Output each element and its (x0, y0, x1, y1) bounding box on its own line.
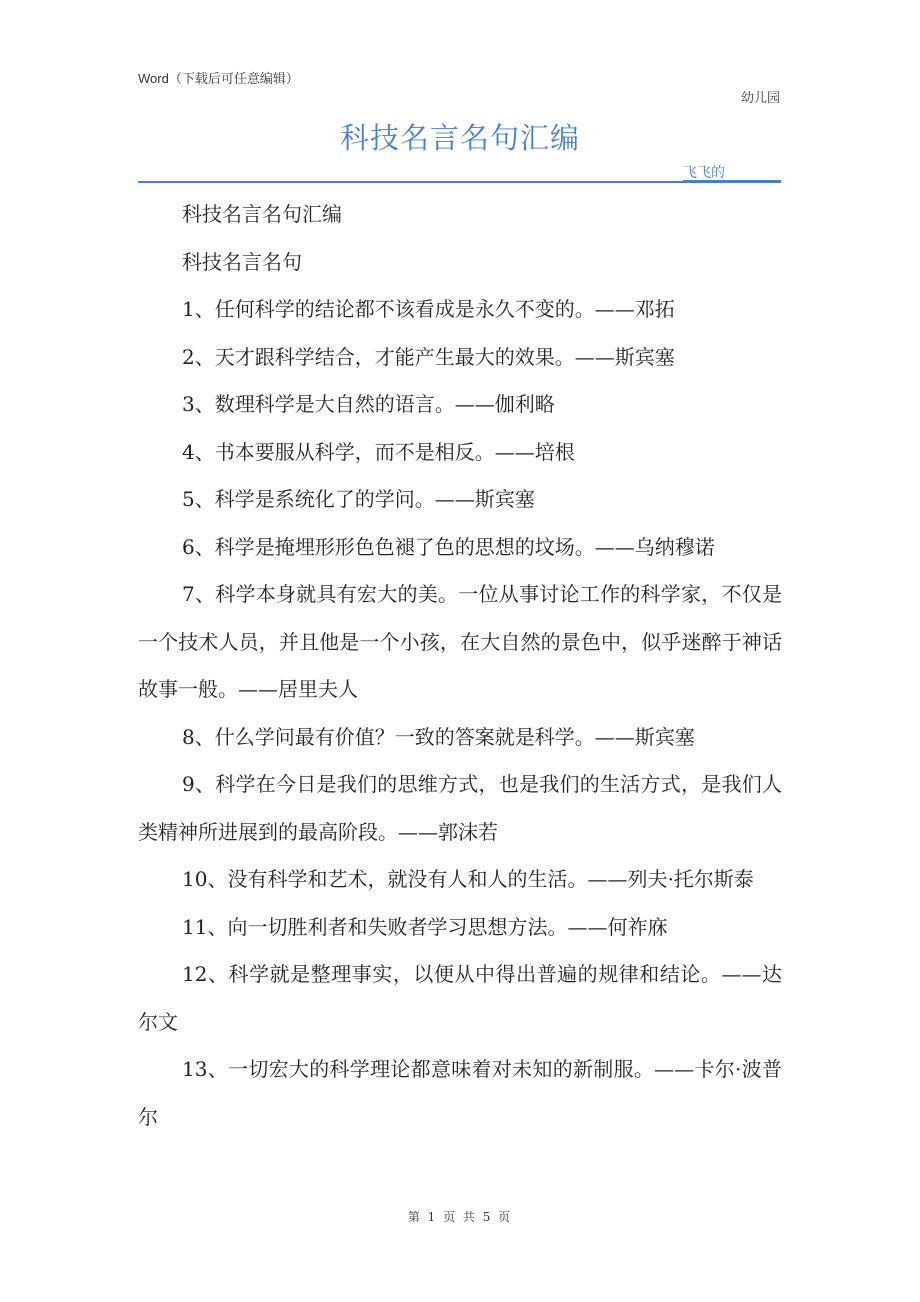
paragraph: 5、科学是系统化了的学问。——斯宾塞 (182, 487, 535, 511)
paragraph: 7、科学本身就具有宏大的美。一位从事讨论工作的科学家，不仅是一个技术人员，并且他是一个小孩，在大自然的景色中，似乎迷醉于神话故事一般。——居里夫人 (138, 582, 782, 701)
title-divider (138, 181, 781, 183)
page-footer: 第 1 页 共 5 页 (407, 1210, 513, 1224)
paragraph: 11、向一切胜利者和失败者学习思想方法。——何祚庥 (182, 914, 668, 939)
paragraph: 3、数理科学是大自然的语言。——伽利略 (182, 392, 555, 416)
header-right-text: 幼儿园 (740, 91, 780, 106)
document-body (138, 191, 782, 1141)
paragraph: 科技名言名句汇编 (182, 202, 342, 226)
paragraph: 4、书本要服从科学，而不是相反。——培根 (182, 439, 575, 464)
document-title: 科技名言名句汇编 (339, 121, 580, 155)
paragraph: 13、一切宏大的科学理论都意味着对未知的新制服。——卡尔·波普尔 (138, 1057, 782, 1129)
header-left-text: Word（下载后可任意编辑） (138, 71, 299, 86)
paragraph: 8、什么学问最有价值？一致的答案就是科学。——斯宾塞 (182, 724, 695, 749)
paragraph: 6、科学是掩埋形形色色褪了色的思想的坟场。——乌纳穆诺 (182, 534, 715, 559)
paragraph: 科技名言名句 (182, 249, 302, 274)
author-name: 飞飞的 (683, 165, 725, 181)
paragraph: 12、科学就是整理事实，以便从中得出普遍的规律和结论。——达尔文 (138, 962, 782, 1034)
paragraph: 9、科学在今日是我们的思维方式，也是我们的生活方式，是我们人类精神所进展到的最高阶段。——郭沫若 (138, 772, 782, 844)
paragraph: 2、天才跟科学结合，才能产生最大的效果。——斯宾塞 (182, 344, 675, 369)
paragraph: 1、任何科学的结论都不该看成是永久不变的。——邓拓 (182, 297, 675, 321)
paragraph: 10、没有科学和艺术，就没有人和人的生活。——列夫·托尔斯泰 (182, 867, 754, 891)
